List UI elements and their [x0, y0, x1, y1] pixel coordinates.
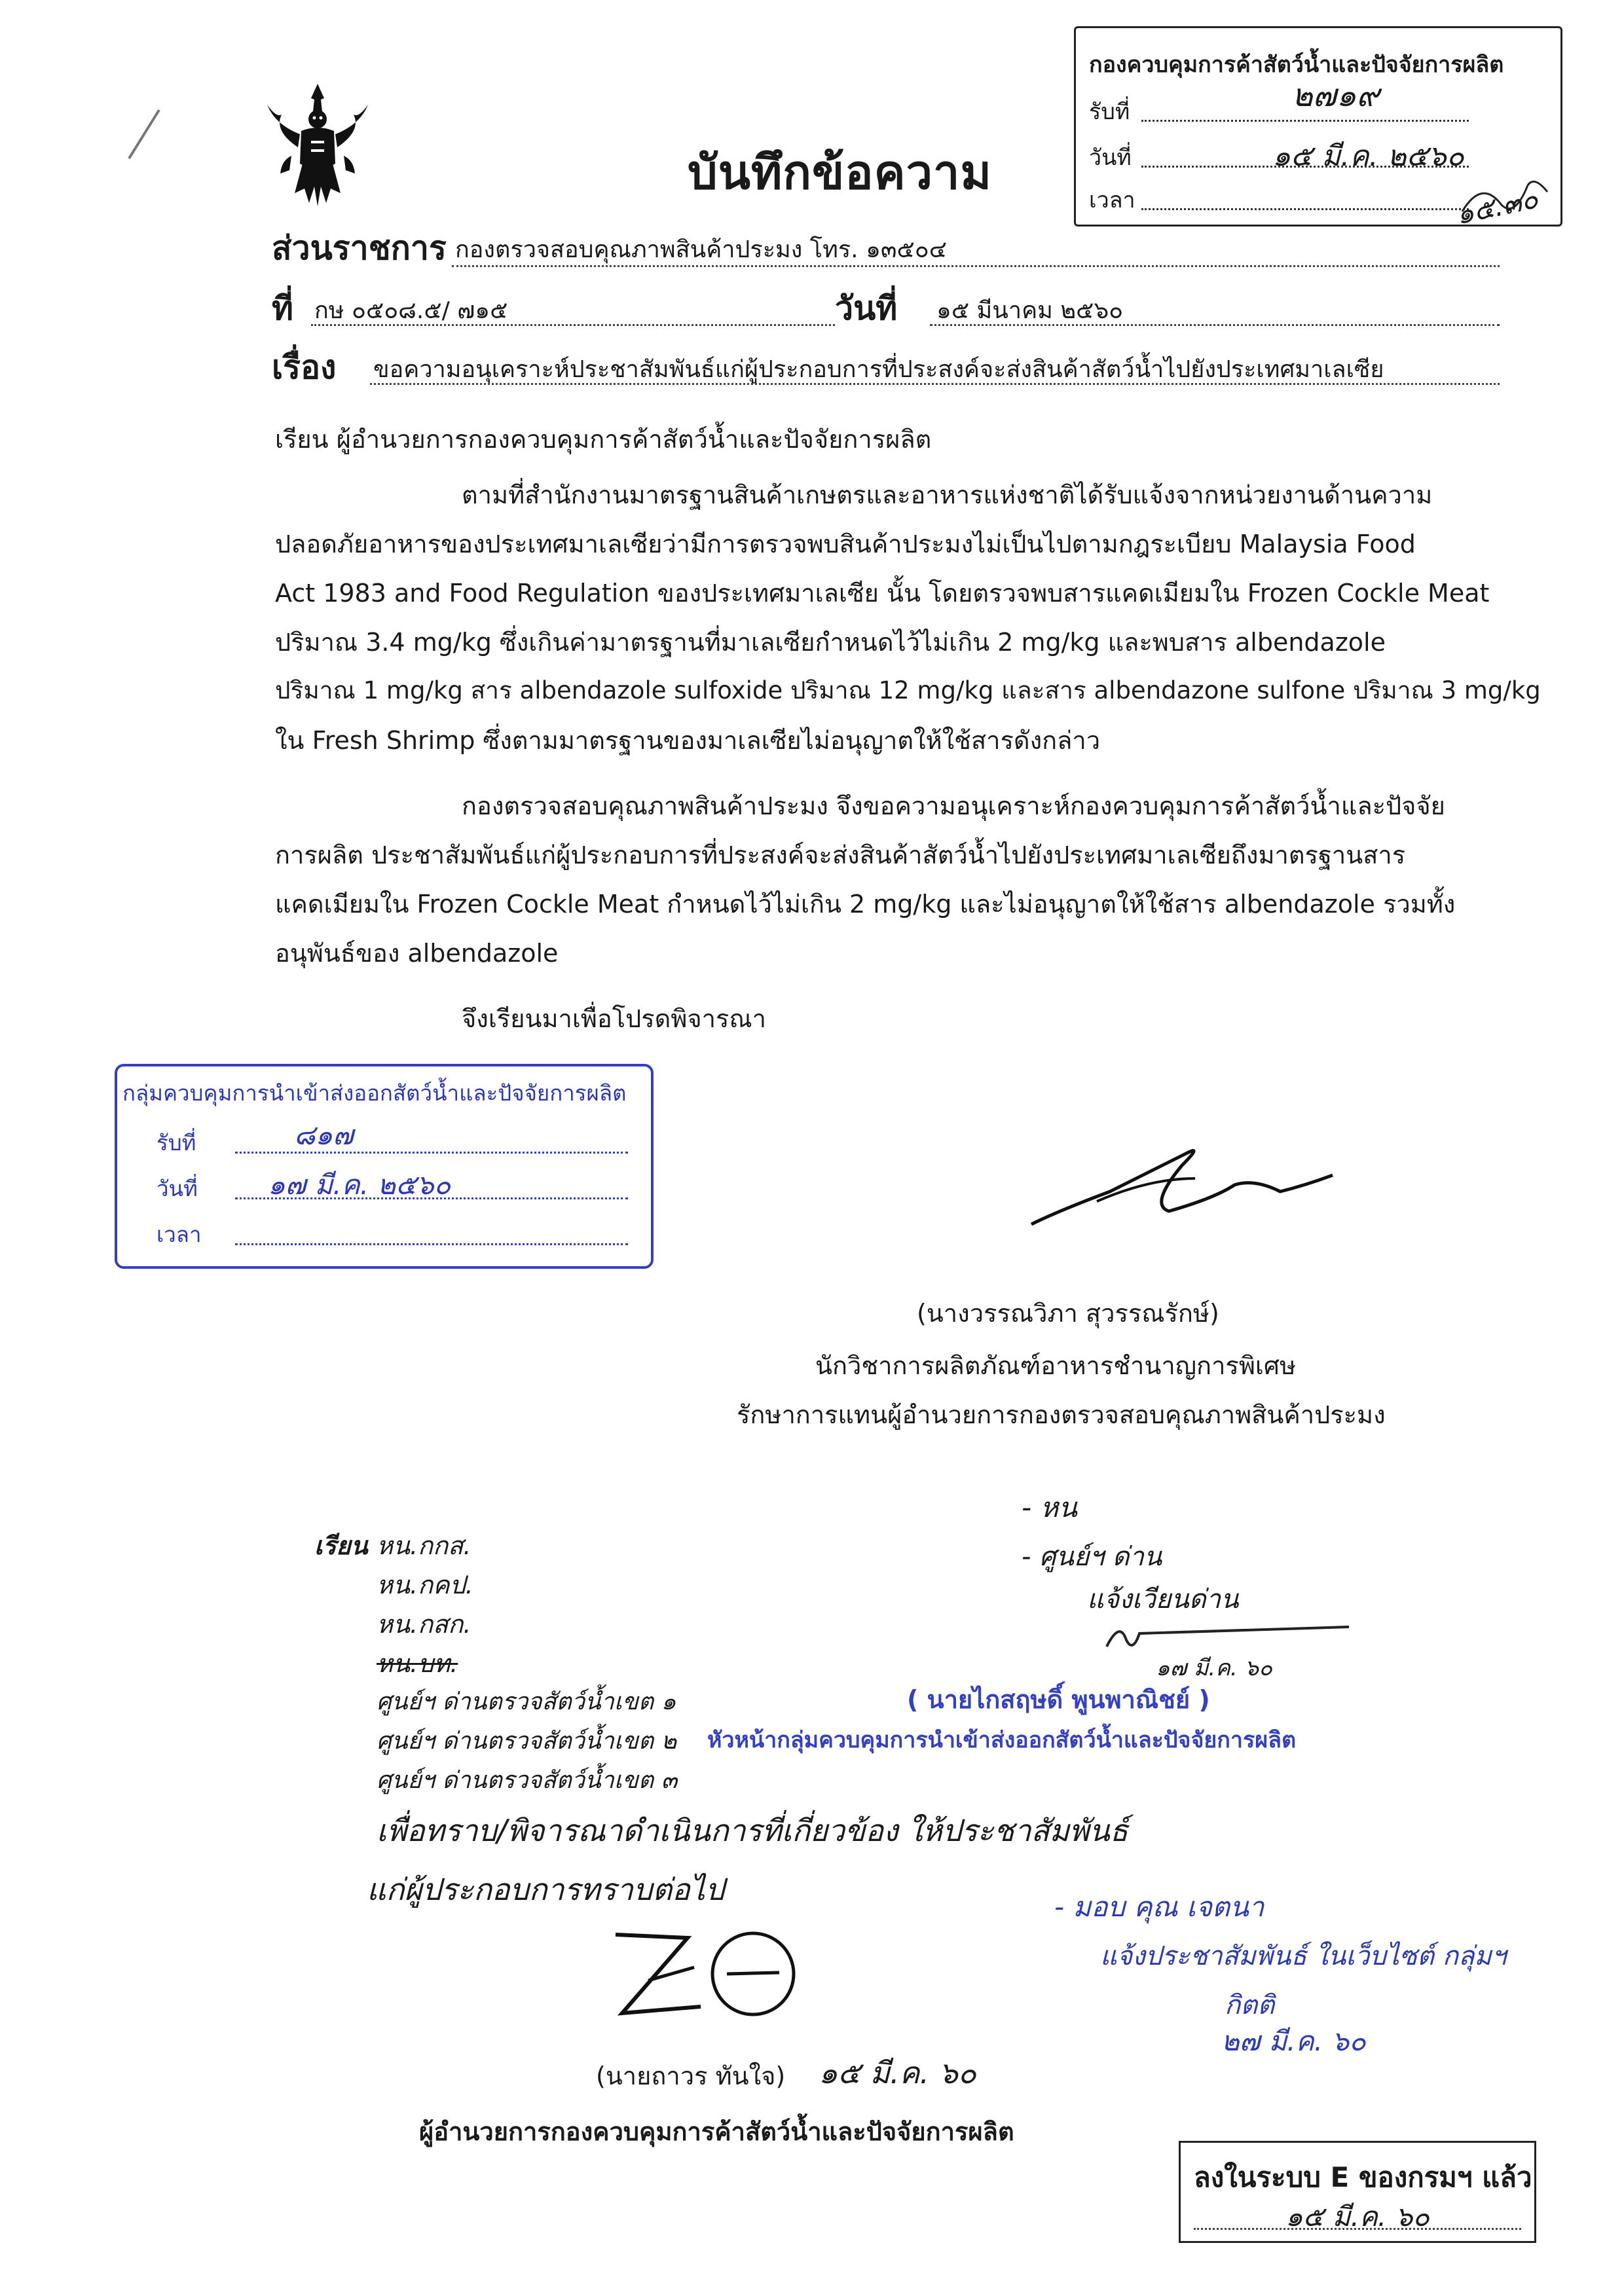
stamp-time-label: เวลา	[1089, 187, 1135, 213]
system-entry-line-1: ลงในระบบ E ของกรมฯ แล้ว	[1194, 2161, 1532, 2193]
stamp-date-label: วันที่	[1089, 145, 1132, 171]
routing-note-2: แก่ผู้ประกอบการทราบต่อไป	[367, 1872, 725, 1907]
p2-line-4: อนุพันธ์ของ albendazole	[275, 939, 559, 968]
stamp-received-value: ๒๗๑๙	[1292, 77, 1380, 114]
system-entry-line-2: ๑๕ มี.ค. ๖๐	[1285, 2200, 1430, 2232]
signatory-name: (นางวรรณวิภา สุวรรณรักษ์)	[917, 1299, 1219, 1328]
group-head-name: ( นายไกสฤษดิ์ พูนพาณิชย์ )	[907, 1685, 1210, 1714]
director-title: ผู้อำนวยการกองควบคุมการค้าสัตว์น้ำและปัจจัยการผลิต	[419, 2117, 1014, 2146]
right-note-1: - หน	[1022, 1491, 1077, 1523]
stamp-left-received-label: รับที่	[157, 1130, 196, 1156]
p1-line-2: ปลอดภัยอาหารของประเทศมาเลเซียว่ามีการตรวจพบสินค้าประมงไม่เป็นไปตามกฎระเบียบ Malaysia Food	[275, 530, 1416, 558]
p1-line-4: ปริมาณ 3.4 mg/kg ซึ่งเกินค่ามาตรฐานที่มาเลเซียกำหนดไว้ไม่เกิน 2 mg/kg และพบสาร albendazole	[275, 628, 1386, 657]
blue-note-2: แจ้งประชาสัมพันธ์ ในเว็บไซต์ กลุ่มฯ	[1100, 1941, 1507, 1971]
receive-stamp-top	[1074, 26, 1562, 231]
routing-to-6: ศูนย์ฯ ด่านตรวจสัตว์น้ำเขต ๒	[377, 1728, 677, 1755]
stamp-left-date-value: ๑๗ มี.ค. ๒๕๖๐	[268, 1169, 451, 1201]
agency-label: ส่วนราชการ	[272, 229, 447, 267]
routing-to-1: หน.กกส.	[377, 1531, 471, 1560]
right-note-2: - ศูนย์ฯ ด่าน	[1022, 1542, 1162, 1572]
p1-line-5: ปริมาณ 1 mg/kg สาร albendazole sulfoxide ปริมาณ 12 mg/kg และสาร albendazone sulfone ปริมาณ 3 mg/kg	[275, 676, 1541, 704]
subject-value: ขอความอนุเคราะห์ประชาสัมพันธ์แก่ผู้ประกอบการที่ประสงค์จะส่งสินค้าสัตว์น้ำไปยังประเทศมาเลเซีย	[373, 356, 1384, 383]
subject-label: เรื่อง	[272, 348, 337, 386]
stamp-left-agency: กลุ่มควบคุมการนำเข้าส่งออกสัตว์น้ำและปัจจัยการผลิต	[122, 1080, 627, 1106]
ref-label: ที่	[272, 289, 293, 327]
routing-to-2: หน.กคป.	[377, 1571, 473, 1599]
director-date: ๑๕ มี.ค. ๖๐	[819, 2055, 976, 2090]
p2-line-2: การผลิต ประชาสัมพันธ์แก่ผู้ประกอบการที่ประสงค์จะส่งสินค้าสัตว์น้ำไปยังประเทศมาเลเซียถึงมาตรฐานสาร	[275, 841, 1406, 869]
routing-to-4: หน.บท.	[377, 1649, 458, 1678]
routing-to-5: ศูนย์ฯ ด่านตรวจสัตว์น้ำเขต ๑	[377, 1688, 676, 1715]
p2-line-1: กองตรวจสอบคุณภาพสินค้าประมง จึงขอความอนุเคราะห์กองควบคุมการค้าสัตว์น้ำและปัจจัย	[462, 792, 1445, 820]
stamp-date-value: ๑๕ มี.ค. ๒๕๖๐	[1272, 139, 1464, 173]
right-note-3: แจ้งเวียนด่าน	[1087, 1584, 1239, 1614]
group-head-title: หัวหน้ากลุ่มควบคุมการนำเข้าส่งออกสัตว์น้ำและปัจจัยการผลิต	[707, 1727, 1297, 1753]
director-name: (นายถาวร ทันใจ)	[596, 2062, 786, 2090]
blue-note-1: - มอบ คุณ เจตนา	[1054, 1891, 1264, 1923]
routing-to-label: เรียน	[314, 1531, 368, 1560]
ref-value: กษ ๐๕๐๘.๕/ ๗๑๕	[314, 297, 508, 324]
salutation: เรียน ผู้อำนวยการกองควบคุมการค้าสัตว์น้ำและปัจจัยการผลิต	[275, 425, 932, 454]
stamp-time-value: ๑๕.๓๐	[1453, 182, 1541, 231]
routing-note-1: เพื่อทราบ/พิจารณาดำเนินการที่เกี่ยวข้อง ให้ประชาสัมพันธ์	[377, 1813, 1128, 1848]
stamp-left-time-label: เวลา	[157, 1222, 202, 1247]
document-title: บันทึกข้อความ	[688, 145, 992, 200]
stamp-received-label: รับที่	[1089, 99, 1130, 125]
agency-value: กองตรวจสอบคุณภาพสินค้าประมง โทร. ๑๓๕๐๔	[455, 236, 947, 263]
p2-line-3: แคดเมียมใน Frozen Cockle Meat กำหนดไว้ไม่เกิน 2 mg/kg และไม่อนุญาตให้ใช้สาร albendazole รวมทั้ง	[275, 890, 1456, 919]
signature	[1018, 1139, 1346, 1240]
stamp-initials	[1456, 172, 1554, 225]
stamp-agency: กองควบคุมการค้าสัตว์น้ำและปัจจัยการผลิต	[1089, 52, 1504, 78]
p1-line-1: ตามที่สำนักงานมาตรฐานสินค้าเกษตรและอาหารแห่งชาติได้รับแจ้งจากหน่วยงานด้านความ	[462, 481, 1433, 509]
garuda-emblem	[262, 79, 373, 210]
right-note-4: ๑๗ มี.ค. ๖๐	[1156, 1655, 1272, 1681]
p1-line-3: Act 1983 and Food Regulation ของประเทศมาเลเซีย นั้น โดยตรวจพบสารแคดเมียมใน Frozen Cockle Meat	[275, 579, 1490, 608]
director-signature	[609, 1922, 805, 2035]
p1-line-6: ใน Fresh Shrimp ซึ่งตามมาตรฐานของมาเลเซียไม่อนุญาตให้ใช้สารดังกล่าว	[275, 726, 1101, 755]
system-entry-stamp	[1179, 2141, 1536, 2243]
stamp-left-received-value: ๘๑๗	[294, 1119, 354, 1151]
routing-to-3: หน.กสก.	[377, 1610, 471, 1639]
date-value: ๑๕ มีนาคม ๒๕๖๐	[936, 297, 1124, 324]
receive-stamp-left	[115, 1064, 654, 1269]
closing: จึงเรียนมาเพื่อโปรดพิจารณา	[462, 1004, 766, 1033]
stamp-left-date-label: วันที่	[157, 1176, 198, 1201]
blue-note-4: ๒๗ มี.ค. ๖๐	[1221, 2025, 1366, 2057]
signatory-acting: รักษาการแทนผู้อำนวยการกองตรวจสอบคุณภาพสินค้าประมง	[737, 1400, 1386, 1429]
signatory-position: นักวิชาการผลิตภัณฑ์อาหารชำนาญการพิเศษ	[815, 1351, 1297, 1380]
blue-note-3: กิตติ	[1225, 1990, 1275, 2020]
routing-to-7: ศูนย์ฯ ด่านตรวจสัตว์น้ำเขต ๓	[377, 1767, 678, 1794]
date-label: วันที่	[835, 289, 898, 327]
pen-mark	[121, 105, 167, 166]
